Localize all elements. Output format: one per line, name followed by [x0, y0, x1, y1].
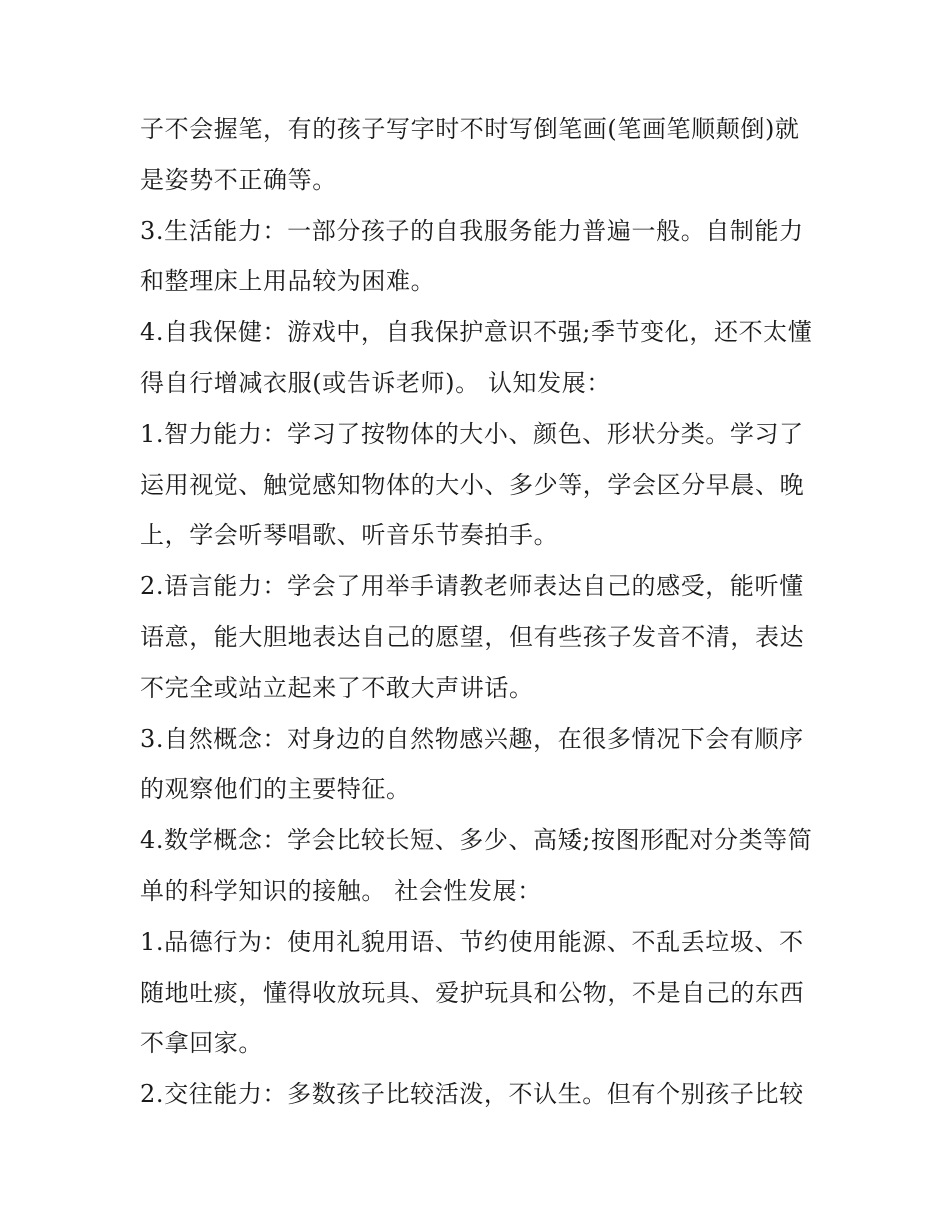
- text-line: 不完全或站立起来了不敢大声讲话。: [140, 673, 534, 702]
- text-line: 得自行增减衣服(或告诉老师)。 认知发展：: [140, 368, 611, 397]
- body-text: [140, 104, 820, 1120]
- text-line: 1.智力能力：学习了按物体的大小、颜色、形状分类。学习了: [140, 419, 804, 448]
- text-line: 随地吐痰，懂得收放玩具、爱护玩具和公物，不是自己的东西: [140, 978, 805, 1007]
- text-line: 单的科学知识的接触。 社会性发展：: [140, 876, 542, 905]
- text-line: 运用视觉、触觉感知物体的大小、多少等，学会区分早晨、晚: [140, 470, 805, 499]
- text-line: 子不会握笔，有的孩子写字时不时写倒笔画(笔画笔顺颠倒)就: [140, 115, 800, 143]
- text-line: 和整理床上用品较为困难。: [140, 267, 436, 296]
- text-line: 语意，能大胆地表达自己的愿望，但有些孩子发音不清，表达: [140, 622, 805, 651]
- text-line: 3.生活能力：一部分孩子的自我服务能力普遍一般。自制能力: [140, 216, 804, 245]
- text-line: 不拿回家。: [140, 1029, 263, 1058]
- text-line: 是姿势不正确等。: [140, 165, 337, 194]
- text-line: 2.交往能力：多数孩子比较活泼，不认生。但有个别孩子比较: [140, 1080, 804, 1109]
- text-line: 1.品德行为：使用礼貌用语、节约使用能源、不乱丢垃圾、不: [140, 927, 804, 956]
- text-line: 2.语言能力：学会了用举手请教老师表达自己的感受，能听懂: [140, 572, 804, 601]
- text-line: 的观察他们的主要特征。: [140, 775, 411, 804]
- text-line: 上，学会听琴唱歌、听音乐节奏拍手。: [140, 521, 559, 550]
- text-line: 3.自然概念：对身边的自然物感兴趣，在很多情况下会有顺序: [140, 724, 804, 753]
- text-line: 4.自我保健：游戏中，自我保护意识不强;季节变化，还不太懂: [140, 318, 813, 347]
- text-line: 4.数学概念：学会比较长短、多少、高矮;按图形配对分类等简: [140, 826, 813, 855]
